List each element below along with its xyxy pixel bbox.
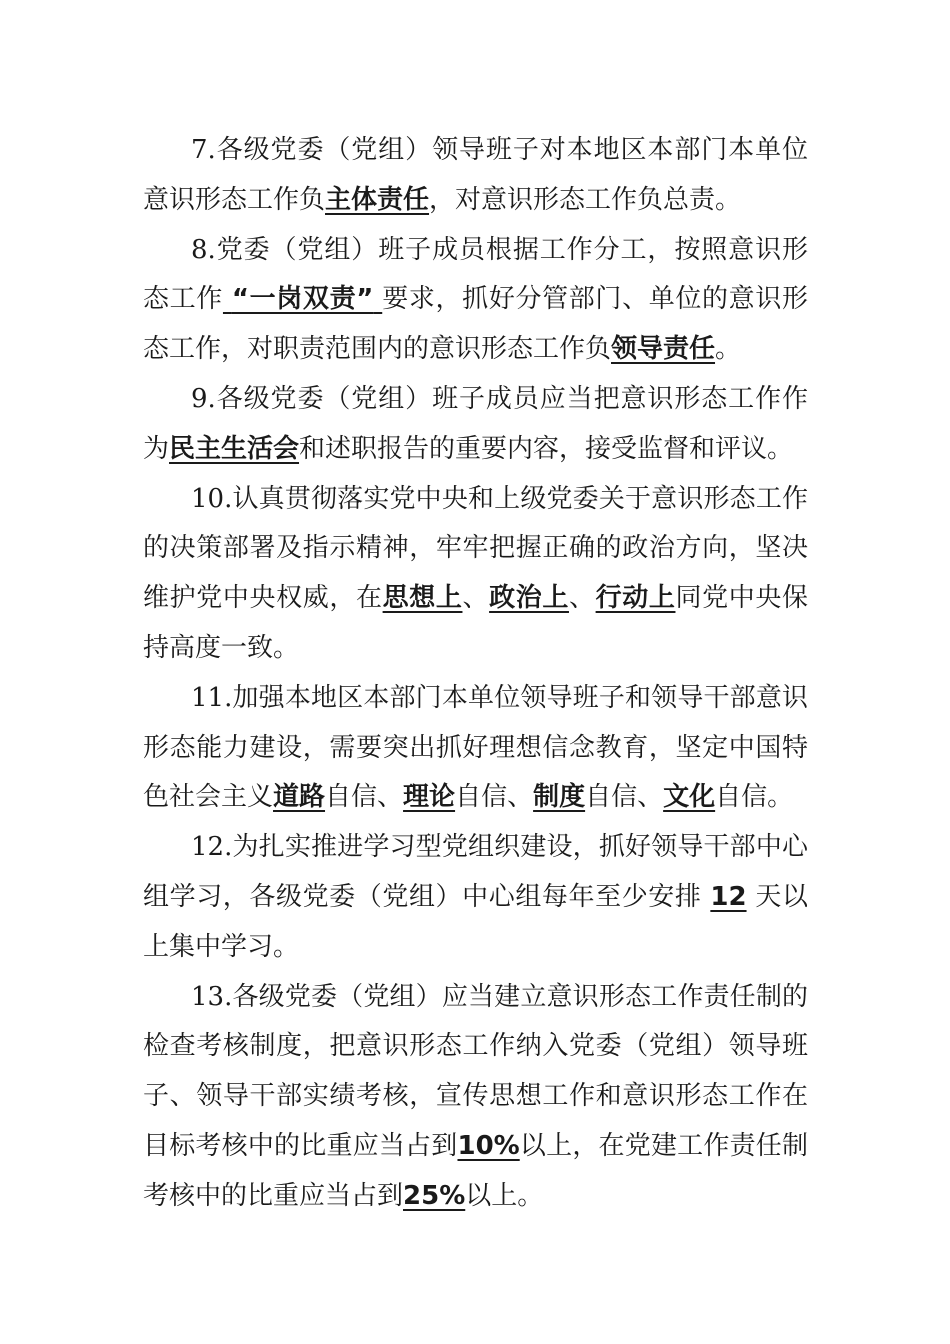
paragraph-7: [143, 126, 808, 226]
paragraph-text: 自信、: [325, 782, 404, 813]
paragraph-8: [143, 226, 808, 375]
underlined-keyword: 民主生活会: [169, 433, 300, 464]
underline-gap: [223, 284, 232, 314]
underlined-keyword: 思想上: [382, 583, 463, 614]
paragraph-text: 7.各级党委（党组）领导班子对本地区本部门本单位意识形态工作负: [143, 135, 808, 215]
paragraph-text: 自信、: [585, 782, 664, 813]
paragraph-text: 、: [462, 583, 490, 614]
underline-gap: [373, 284, 382, 314]
paragraph-text: 和述职报告的重要内容，接受监督和评议。: [299, 433, 794, 464]
paragraph-text: 自信。: [715, 782, 794, 813]
underlined-keyword: 理论: [403, 782, 456, 813]
underlined-keyword: 12: [710, 881, 747, 912]
document-body: [143, 126, 808, 1222]
paragraph-text: 天以上集中学习。: [143, 881, 809, 962]
underlined-keyword: 25%: [403, 1180, 466, 1211]
paragraph-11: [143, 674, 808, 823]
paragraph-text: 以上，在党建工作责任制考核中的比重应当占到: [143, 1130, 808, 1211]
paragraph-text: 12.为扎实推进学习型党组织建设，抓好领导干部中心组学习，各级党委（党组）中心组每年至少安排: [143, 832, 808, 912]
underlined-keyword: “一岗双责”: [231, 284, 374, 315]
paragraph-text: 13.各级党委（党组）应当建立意识形态工作责任制的检查考核制度，把意识形态工作纳入党委（党组）领导班子、领导干部实绩考核，宣传思想工作和意识形态工作在目标考核中的比重应当占到: [143, 981, 808, 1161]
underlined-keyword: 行动上: [595, 583, 676, 614]
paragraph-12: [143, 823, 808, 972]
underlined-keyword: 主体责任: [325, 184, 430, 215]
underlined-keyword: 10%: [457, 1130, 520, 1161]
paragraph-text: 自信、: [455, 782, 534, 813]
paragraph-text: ，对意识形态工作负总责。: [429, 184, 742, 215]
paragraph-text: 以上。: [465, 1180, 544, 1211]
paragraph-9: [143, 375, 808, 475]
paragraph-text: 、: [568, 583, 596, 614]
paragraph-text: 10.认真贯彻落实党中央和上级党委关于意识形态工作的决策部署及指示精神，牢牢把握正确的政治方向，坚决维护党中央权威，在: [143, 483, 808, 614]
paragraph-text: 11.加强本地区本部门本单位领导班子和领导干部意识形态能力建设，需要突出抓好理想信念教育，坚定中国特色社会主义: [143, 682, 808, 813]
paragraph-text: 要求，抓好分管部门、单位的意识形态工作，对职责范围内的意识形态工作负: [143, 284, 808, 365]
underlined-keyword: 领导责任: [611, 334, 716, 365]
underlined-keyword: 文化: [663, 782, 716, 813]
paragraph-text: 。: [715, 334, 742, 365]
paragraph-13: [143, 973, 808, 1222]
underlined-keyword: 政治上: [489, 583, 569, 614]
paragraph-text: 8.党委（党组）班子成员根据工作分工，按照意识形态工作: [143, 234, 808, 315]
paragraph-text: 9.各级党委（党组）班子成员应当把意识形态工作作为: [143, 383, 808, 464]
underlined-keyword: 制度: [533, 782, 586, 813]
paragraph-10: [143, 475, 808, 674]
paragraph-text: 同党中央保持高度一致。: [143, 583, 808, 663]
underlined-keyword: 道路: [273, 782, 326, 813]
